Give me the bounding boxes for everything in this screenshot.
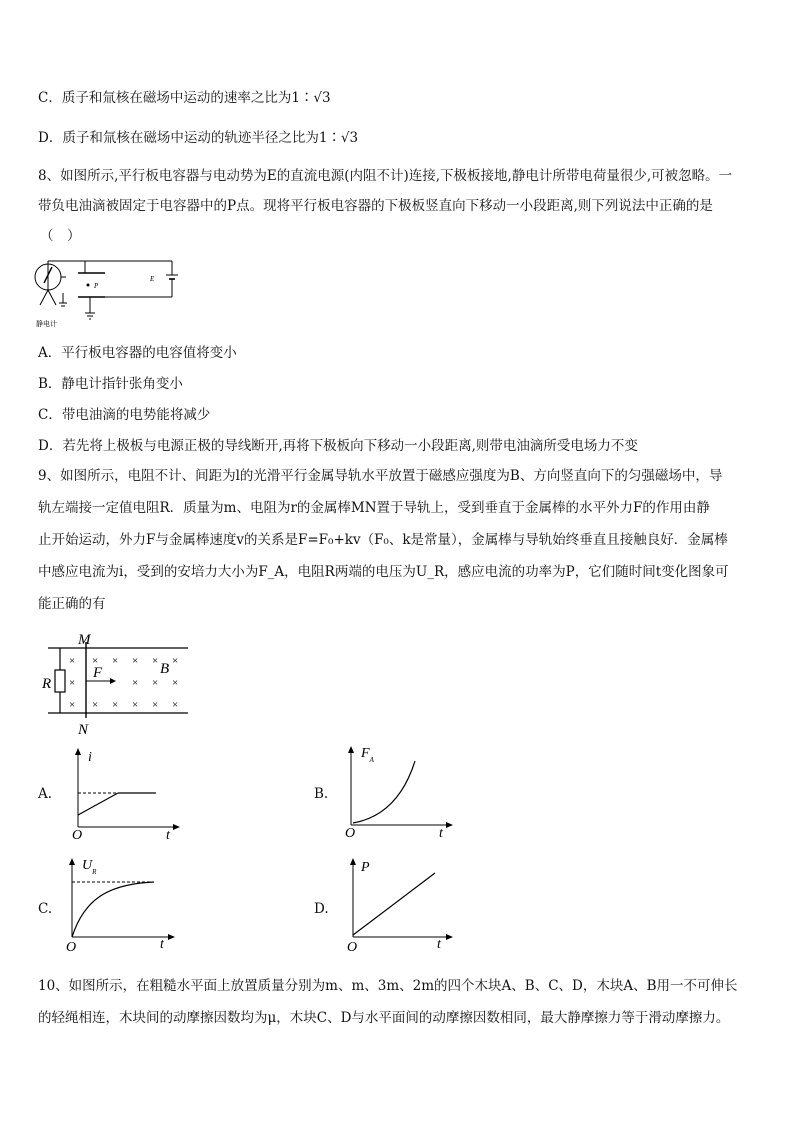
q8-stem-line-1: 8、如图所示,平行板电容器与电动势为E的直流电源(内阻不计)连接,下极板接地,静电计所带电荷量很少,可被忽略。一 [38,168,733,184]
graph-c-origin-label: O [66,940,77,953]
q9-stem-line-4: 中感应电流为i，受到的安培力大小为F_A，电阻R两端的电压为U_R，感应电流的功率为P，它们随时间t变化图象可 [38,564,729,580]
q9-stem-line-2: 轨左端接一定值电阻R．质量为m、电阻为r的金属棒MN置于导轨上，受到垂直于金属棒的水平外力F的作用由静 [38,500,710,516]
graph-c-y-axis-label: $U_R$ [82,858,97,876]
rod-end-m-label: M [78,632,91,648]
graph-d-y-axis-label: P [361,860,370,875]
q10-stem-line-2: 的轻绳相连，木块间的动摩擦因数均为μ，木块C、D与水平面间的动摩擦因数相同，最大静摩擦力等于滑动摩擦力。 [38,1010,730,1026]
graph-a-origin-label: O [72,828,83,840]
electrometer-label: 静电计 [36,320,57,328]
resistor-r-label: R [42,676,52,692]
graph-b-ampere-force-vs-time [343,743,458,840]
cross-mark: × [172,699,179,711]
cross-mark: × [69,677,76,689]
q10-stem-line-1: 10、如图所示，在粗糙水平面上放置质量分别为m、m、3m、2m的四个木块A、B、C、D，木块A、B用一不可伸长 [38,978,738,994]
graph-a-x-axis-label: t [166,828,170,840]
graph-d-power-vs-time [343,855,458,953]
graph-c-label: C. [38,901,53,917]
cross-mark: × [152,655,159,667]
cross-mark: × [132,699,139,711]
cross-mark: × [112,699,119,711]
rod-end-n-label: N [78,722,89,738]
graph-b-label: B. [314,786,329,802]
point-p-label: P [94,282,99,290]
rail-magnetic-field-diagram [38,628,198,743]
graph-c-x-axis-label: t [160,937,164,952]
emf-e-label: E [150,275,155,283]
cross-mark: × [172,677,179,689]
cross-mark: × [92,655,99,667]
electrometer-capacitor-diagram [30,255,180,330]
q7-option-d: D．质子和氚核在磁场中运动的轨迹半径之比为1∶√3 [38,130,359,146]
q7-option-c: C．质子和氚核在磁场中运动的速率之比为1∶√3 [38,90,331,106]
cross-mark: × [69,699,76,711]
q8-option-c: C．带电油滴的电势能将减少 [38,407,211,423]
graph-d-x-axis-label: t [437,937,441,952]
cross-mark: × [132,655,139,667]
cross-mark: × [152,699,159,711]
q9-stem-line-3: 止开始运动，外力F与金属棒速度v的关系是F=F₀+kv（F₀、k是常量），金属棒与导轨始终垂直且接触良好．金属棒 [38,532,728,548]
graph-a-y-axis-label: i [88,750,92,765]
graph-d-label: D. [314,901,329,917]
cross-mark: × [112,655,119,667]
graph-b-origin-label: O [345,826,356,840]
cross-mark: × [92,699,99,711]
cross-mark: × [132,677,139,689]
q8-stem-line-2: 带负电油滴被固定于电容器中的P点。现将平行板电容器的下极板竖直向下移动一小段距离,则下列说法中正确的是 [38,198,713,214]
graph-c-resistor-voltage-vs-time [62,855,180,953]
cross-mark: × [172,655,179,667]
cross-mark: × [152,677,159,689]
cross-mark: × [69,655,76,667]
q8-option-a: A．平行板电容器的电容值将变小 [38,345,237,361]
force-f-label: F [93,665,103,681]
q8-answer-blank: （ ） [40,228,81,244]
graph-b-x-axis-label: t [439,826,443,840]
q8-option-b: B．静电计指针张角变小 [38,376,183,392]
graph-b-y-axis-label: $F_A$ [361,746,374,764]
q9-stem-line-1: 9、如图所示，电阻不计、间距为l的光滑平行金属导轨水平放置于磁感应强度为B、方向竖直向下的匀强磁场中，导 [38,468,723,484]
q9-stem-line-5: 能正确的有 [38,596,106,612]
q8-option-d: D．若先将上极板与电源正极的导线断开,再将下极板向下移动一小段距离,则带电油滴所受电场力不变 [38,438,638,454]
graph-a-current-vs-time [70,745,185,840]
field-b-label: B [160,661,170,677]
graph-d-origin-label: O [347,940,358,953]
graph-a-label: A. [38,786,53,802]
